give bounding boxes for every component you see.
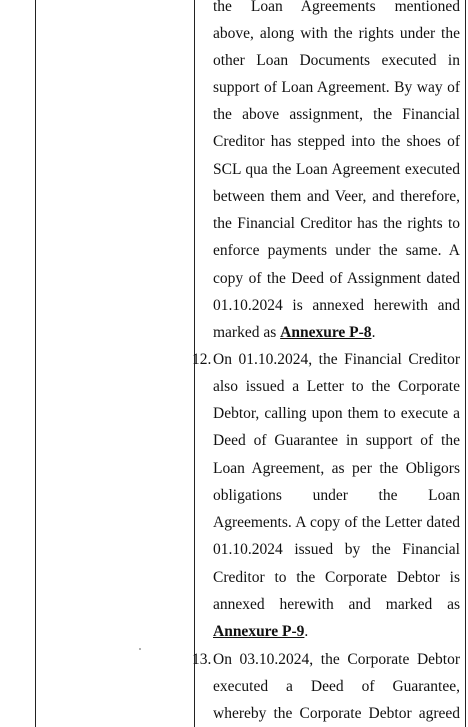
text: . bbox=[304, 623, 309, 640]
paragraph-line: enforce payments under the same. A bbox=[213, 242, 460, 259]
annexure-reference: Annexure P-9 bbox=[213, 623, 305, 640]
paragraph-line: the Loan Agreements mentioned bbox=[213, 0, 460, 15]
paragraph-line: Creditor to the Corporate Debtor is bbox=[213, 569, 460, 586]
paragraph-line: Debtor, calling upon them to execute a bbox=[213, 405, 460, 422]
paragraph-line: copy of the Deed of Assignment dated bbox=[213, 270, 460, 287]
paragraph-line: Deed of Guarantee in support of the bbox=[213, 432, 460, 449]
paragraph-line: On 01.10.2024, the Financial Creditor bbox=[213, 351, 460, 368]
paragraph-line: above, along with the rights under the bbox=[213, 25, 460, 42]
paragraph-line: the above assignment, the Financial bbox=[213, 106, 460, 123]
paragraph-line-last bbox=[213, 319, 460, 346]
text: . bbox=[371, 324, 376, 341]
paragraph-line-last bbox=[213, 618, 460, 645]
paragraph-line: between them and Veer, and therefore, bbox=[213, 188, 460, 205]
paragraph-line: executed a Deed of Guarantee, bbox=[213, 678, 460, 695]
paragraph-line: the Financial Creditor has the rights to bbox=[213, 215, 460, 232]
paragraph-line: Creditor has stepped into the shoes of bbox=[213, 133, 460, 150]
paragraph-line: other Loan Documents executed in bbox=[213, 52, 460, 69]
scan-speck bbox=[139, 648, 141, 650]
paragraph-line: annexed herewith and marked as bbox=[213, 596, 460, 613]
paragraph-number: 13. bbox=[192, 651, 212, 668]
paragraph-line: whereby the Corporate Debtor agreed bbox=[213, 705, 460, 722]
table-border-right bbox=[465, 0, 466, 727]
paragraph-line: 01.10.2024 is annexed herewith and bbox=[213, 297, 460, 314]
paragraph-line: 01.10.2024 issued by the Financial bbox=[213, 541, 460, 558]
paragraph-line: Agreements. A copy of the Letter dated bbox=[213, 514, 460, 531]
paragraph-line: Loan Agreement, as per the Obligors bbox=[213, 460, 460, 477]
paragraph-line: On 03.10.2024, the Corporate Debtor bbox=[213, 651, 460, 668]
paragraph-line: also issued a Letter to the Corporate bbox=[213, 378, 460, 395]
table-border-left bbox=[35, 0, 36, 727]
text: marked as bbox=[213, 324, 281, 341]
paragraph-number: 12. bbox=[192, 351, 212, 368]
annexure-reference: Annexure P-8 bbox=[280, 324, 372, 341]
paragraph-line: obligations under the Loan bbox=[213, 487, 460, 504]
paragraph-line: SCL qua the Loan Agreement executed bbox=[213, 161, 460, 178]
paragraph-line: support of Loan Agreement. By way of bbox=[213, 79, 460, 96]
